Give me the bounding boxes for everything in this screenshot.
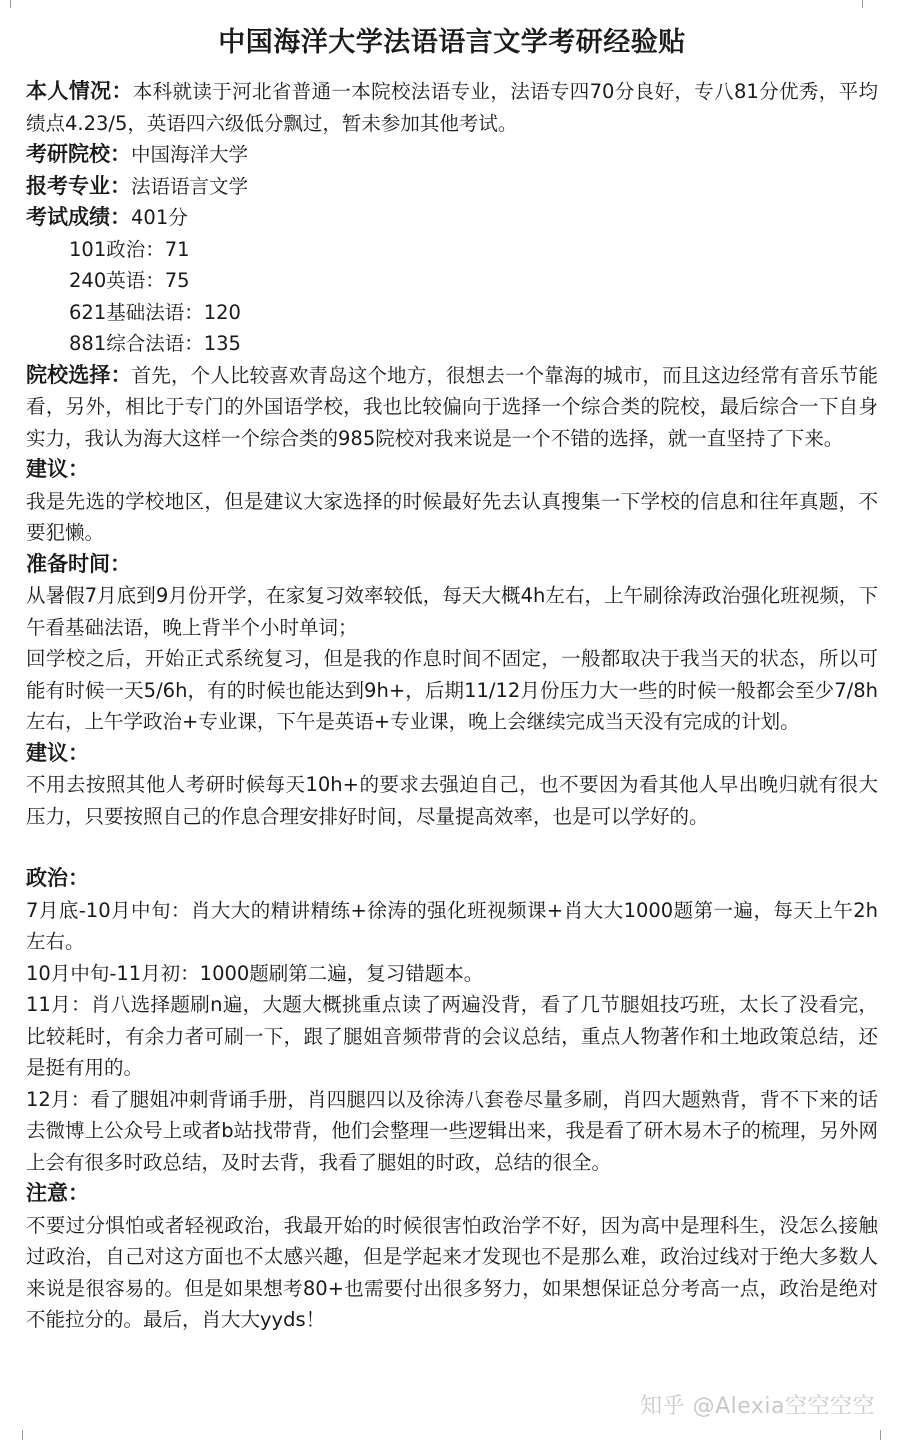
advice-heading: 建议： <box>26 457 89 481</box>
note-text: 不要过分惧怕或者轻视政治，我最开始的时候很害怕政治学不好，因为高中是理科生，没怎么接触过政治，自己对这方面也不太感兴趣，但是学起来才发现也不是那么难，政治过线对于绝大多数人来说是很容易的。但是如果想考80+也需要付出很多努力，如果想保证总分考高一点，政治是绝对不能拉分的。最后，肖大大yyds！ <box>26 1213 878 1331</box>
score-item: 240英语：75 <box>69 269 190 292</box>
major-label: 报考专业： <box>26 173 131 198</box>
advice-heading: 建议： <box>26 740 89 765</box>
crop-mark <box>22 1430 33 1440</box>
politics-paragraph: 7月底-10月中旬：肖大大的精讲精练+徐涛的强化班视频课+肖大大1000题第一遍，每天上午2h左右。 <box>26 898 878 953</box>
politics-paragraph: 12月：看了腿姐冲刺背诵手册，肖四腿四以及徐涛八套卷尽量多刷，肖四大题熟背，背不下来的话去微博上公众号上或者b站找带背，他们会整理一些逻辑出来，我是看了研木易木子的梳理，另外网上会有很多时政总结，及时去背，我看了腿姐的时政，总结的很全。 <box>26 1087 878 1174</box>
score-item: 101政治：71 <box>69 237 190 261</box>
document-body <box>26 22 878 1336</box>
politics-heading: 政治： <box>26 866 89 890</box>
profile-label: 本人情况： <box>26 79 133 103</box>
school-label: 考研院校： <box>26 142 131 166</box>
spacer <box>26 832 878 863</box>
prep-heading: 准备时间： <box>26 551 131 576</box>
politics-paragraph: 10月中旬-11月初：1000题刷第二遍，复习错题本。 <box>26 961 484 985</box>
politics-paragraph: 11月：肖八选择题刷n遍，大题大概挑重点读了两遍没背，看了几节腿姐技巧班，太长了没看完，比较耗时，有余力者可刷一下，跟了腿姐音频带背的会议总结，重点人物著作和土地政策总结，还是挺有用的。 <box>26 993 878 1079</box>
crop-mark <box>870 1430 881 1440</box>
advice-text: 我是先选的学校地区，但是建议大家选择的时候最好先去认真搜集一下学校的信息和往年真题，不要犯懒。 <box>26 489 878 544</box>
score-item: 621基础法语：120 <box>69 300 241 324</box>
school-line <box>26 139 878 171</box>
page-title: 中国海洋大学法语语言文学考研经验贴 <box>218 27 686 58</box>
profile-paragraph <box>26 76 878 139</box>
major-line <box>26 171 878 203</box>
school-text: 中国海洋大学 <box>131 143 249 166</box>
major-text: 法语语言文学 <box>131 174 249 198</box>
crop-mark <box>862 0 873 8</box>
score-total: 401分 <box>131 206 188 229</box>
prep-paragraph: 从暑假7月底到9月份开学，在家复习效率较低，每天大概4h左右，上午刷徐涛政治强化班视频，下午看基础法语，晚上背半个小时单词； <box>26 584 878 639</box>
crop-mark <box>0 0 11 8</box>
zhihu-watermark: 知乎 @Alexia空空空空 <box>640 1394 875 1419</box>
choice-label: 院校选择： <box>26 362 132 387</box>
score-line <box>26 202 878 234</box>
note-heading: 注意： <box>26 1181 89 1205</box>
profile-text: 本科就读于河北省普通一本院校法语专业，法语专四70分良好，专八81分优秀，平均绩点4.23/5，英语四六级低分飘过，暂未参加其他考试。 <box>26 80 878 135</box>
prep-paragraph: 回学校之后，开始正式系统复习，但是我的作息时间不固定，一般都取决于我当天的状态，所以可能有时候一天5/6h，有的时候也能达到9h+，后期11/12月份压力大一些的时候一般都会至少7/8h左右，上午学政治+专业课，下午是英语+专业课，晚上会继续完成当天没有完成的计划。 <box>26 647 878 733</box>
score-label: 考试成绩： <box>26 205 131 229</box>
score-item: 881综合法语：135 <box>69 332 241 355</box>
choice-paragraph <box>26 360 878 455</box>
advice-text: 不用去按照其他人考研时候每天10h+的要求去强迫自己，也不要因为看其他人早出晚归就有很大压力，只要按照自己的作息合理安排好时间，尽量提高效率，也是可以学好的。 <box>26 773 878 828</box>
choice-text: 首先，个人比较喜欢青岛这个地方，很想去一个靠海的城市，而且这边经常有音乐节能看，另外，相比于专门的外国语学校，我也比较偏向于选择一个综合类的院校，最后综合一下自身实力，我认为海大这样一个综合类的985院校对我来说是一个不错的选择，就一直坚持了下来。 <box>26 363 878 450</box>
